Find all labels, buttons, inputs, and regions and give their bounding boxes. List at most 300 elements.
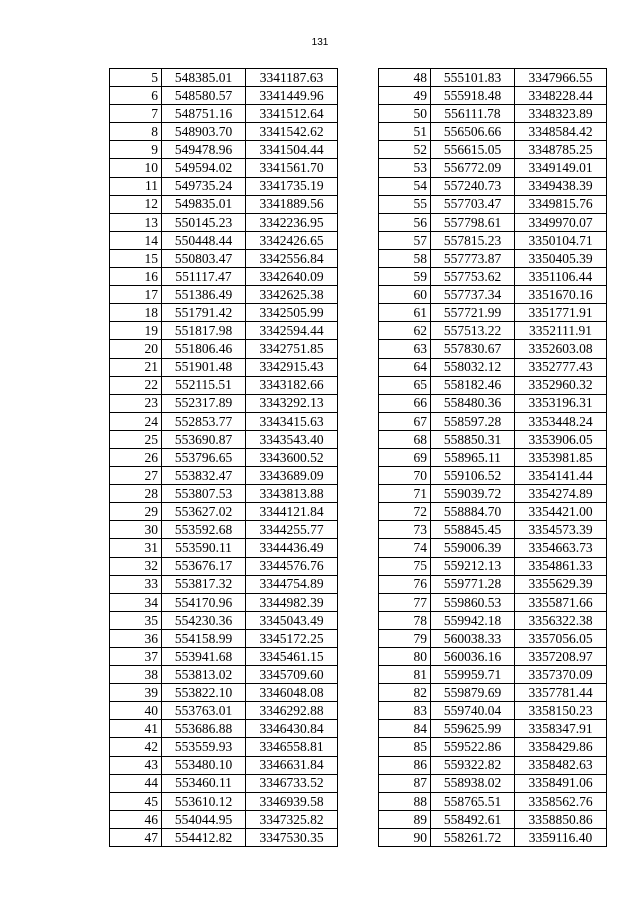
point-number-cell: 76: [379, 575, 431, 593]
x-coordinate-cell: 559625.99: [431, 720, 515, 738]
y-coordinate-cell: 3355629.39: [515, 575, 607, 593]
y-coordinate-cell: 3358850.86: [515, 810, 607, 828]
table-row: [379, 648, 607, 666]
y-coordinate-cell: 3352111.91: [515, 322, 607, 340]
point-number-cell: 54: [379, 177, 431, 195]
y-coordinate-cell: 3342594.44: [246, 322, 338, 340]
table-row: [110, 828, 338, 846]
table-row: [110, 539, 338, 557]
y-coordinate-cell: 3343600.52: [246, 448, 338, 466]
table-row: [110, 738, 338, 756]
x-coordinate-cell: 558597.28: [431, 412, 515, 430]
y-coordinate-cell: 3354663.73: [515, 539, 607, 557]
y-coordinate-cell: 3353981.85: [515, 448, 607, 466]
table-row: [379, 828, 607, 846]
x-coordinate-cell: 553817.32: [162, 575, 246, 593]
point-number-cell: 45: [110, 792, 162, 810]
point-number-cell: 30: [110, 521, 162, 539]
x-coordinate-cell: 553676.17: [162, 557, 246, 575]
y-coordinate-cell: 3346558.81: [246, 738, 338, 756]
point-number-cell: 80: [379, 648, 431, 666]
y-coordinate-cell: 3351670.16: [515, 286, 607, 304]
point-number-cell: 55: [379, 195, 431, 213]
x-coordinate-cell: 556772.09: [431, 159, 515, 177]
coordinates-table-right: [378, 68, 607, 847]
y-coordinate-cell: 3342625.38: [246, 286, 338, 304]
point-number-cell: 28: [110, 485, 162, 503]
point-number-cell: 71: [379, 485, 431, 503]
point-number-cell: 48: [379, 69, 431, 87]
table-row: [110, 123, 338, 141]
point-number-cell: 19: [110, 322, 162, 340]
table-row: [379, 87, 607, 105]
y-coordinate-cell: 3355871.66: [515, 593, 607, 611]
table-row: [379, 539, 607, 557]
y-coordinate-cell: 3357781.44: [515, 684, 607, 702]
x-coordinate-cell: 549835.01: [162, 195, 246, 213]
table-row: [110, 340, 338, 358]
y-coordinate-cell: 3351106.44: [515, 268, 607, 286]
point-number-cell: 59: [379, 268, 431, 286]
x-coordinate-cell: 559322.82: [431, 756, 515, 774]
point-number-cell: 82: [379, 684, 431, 702]
x-coordinate-cell: 558938.02: [431, 774, 515, 792]
y-coordinate-cell: 3342236.95: [246, 213, 338, 231]
table-row: [110, 87, 338, 105]
table-row: [110, 611, 338, 629]
point-number-cell: 65: [379, 376, 431, 394]
x-coordinate-cell: 559860.53: [431, 593, 515, 611]
y-coordinate-cell: 3357056.05: [515, 629, 607, 647]
y-coordinate-cell: 3344436.49: [246, 539, 338, 557]
y-coordinate-cell: 3348584.42: [515, 123, 607, 141]
y-coordinate-cell: 3353448.24: [515, 412, 607, 430]
x-coordinate-cell: 548751.16: [162, 105, 246, 123]
table-row: [379, 467, 607, 485]
x-coordinate-cell: 554230.36: [162, 611, 246, 629]
x-coordinate-cell: 558845.45: [431, 521, 515, 539]
point-number-cell: 68: [379, 430, 431, 448]
x-coordinate-cell: 557737.34: [431, 286, 515, 304]
y-coordinate-cell: 3344121.84: [246, 503, 338, 521]
y-coordinate-cell: 3341889.56: [246, 195, 338, 213]
point-number-cell: 33: [110, 575, 162, 593]
y-coordinate-cell: 3353906.05: [515, 430, 607, 448]
x-coordinate-cell: 552317.89: [162, 394, 246, 412]
table-row: [110, 810, 338, 828]
table-row: [110, 467, 338, 485]
x-coordinate-cell: 554158.99: [162, 629, 246, 647]
x-coordinate-cell: 553592.68: [162, 521, 246, 539]
point-number-cell: 75: [379, 557, 431, 575]
y-coordinate-cell: 3342426.65: [246, 231, 338, 249]
x-coordinate-cell: 553480.10: [162, 756, 246, 774]
point-number-cell: 46: [110, 810, 162, 828]
table-row: [379, 684, 607, 702]
x-coordinate-cell: 557703.47: [431, 195, 515, 213]
y-coordinate-cell: 3358482.63: [515, 756, 607, 774]
x-coordinate-cell: 552115.51: [162, 376, 246, 394]
table-row: [379, 810, 607, 828]
point-number-cell: 62: [379, 322, 431, 340]
y-coordinate-cell: 3354141.44: [515, 467, 607, 485]
table-row: [379, 159, 607, 177]
y-coordinate-cell: 3344255.77: [246, 521, 338, 539]
table-row: [379, 792, 607, 810]
point-number-cell: 36: [110, 629, 162, 647]
table-row: [110, 485, 338, 503]
y-coordinate-cell: 3348785.25: [515, 141, 607, 159]
x-coordinate-cell: 551901.48: [162, 358, 246, 376]
x-coordinate-cell: 558850.31: [431, 430, 515, 448]
table-row: [379, 358, 607, 376]
point-number-cell: 86: [379, 756, 431, 774]
x-coordinate-cell: 557753.62: [431, 268, 515, 286]
page-number: 131: [311, 37, 329, 48]
x-coordinate-cell: 553796.65: [162, 448, 246, 466]
point-number-cell: 64: [379, 358, 431, 376]
table-row: [379, 141, 607, 159]
table-row: [110, 774, 338, 792]
point-number-cell: 18: [110, 304, 162, 322]
table-row: [110, 394, 338, 412]
x-coordinate-cell: 560038.33: [431, 629, 515, 647]
point-number-cell: 26: [110, 448, 162, 466]
x-coordinate-cell: 554412.82: [162, 828, 246, 846]
table-row: [110, 503, 338, 521]
table-row: [379, 286, 607, 304]
y-coordinate-cell: 3343813.88: [246, 485, 338, 503]
y-coordinate-cell: 3345172.25: [246, 629, 338, 647]
table-row: [379, 720, 607, 738]
x-coordinate-cell: 558480.36: [431, 394, 515, 412]
y-coordinate-cell: 3341449.96: [246, 87, 338, 105]
x-coordinate-cell: 555918.48: [431, 87, 515, 105]
table-row: [379, 430, 607, 448]
y-coordinate-cell: 3357208.97: [515, 648, 607, 666]
y-coordinate-cell: 3350405.39: [515, 249, 607, 267]
x-coordinate-cell: 550145.23: [162, 213, 246, 231]
table-row: [379, 268, 607, 286]
y-coordinate-cell: 3341542.62: [246, 123, 338, 141]
point-number-cell: 5: [110, 69, 162, 87]
point-number-cell: 77: [379, 593, 431, 611]
point-number-cell: 13: [110, 213, 162, 231]
table-row: [379, 756, 607, 774]
point-number-cell: 83: [379, 702, 431, 720]
point-number-cell: 10: [110, 159, 162, 177]
table-row: [379, 213, 607, 231]
x-coordinate-cell: 559212.13: [431, 557, 515, 575]
x-coordinate-cell: 549735.24: [162, 177, 246, 195]
y-coordinate-cell: 3345709.60: [246, 666, 338, 684]
y-coordinate-cell: 3346939.58: [246, 792, 338, 810]
y-coordinate-cell: 3349149.01: [515, 159, 607, 177]
x-coordinate-cell: 557773.87: [431, 249, 515, 267]
point-number-cell: 6: [110, 87, 162, 105]
y-coordinate-cell: 3352777.43: [515, 358, 607, 376]
point-number-cell: 47: [110, 828, 162, 846]
point-number-cell: 25: [110, 430, 162, 448]
x-coordinate-cell: 559879.69: [431, 684, 515, 702]
y-coordinate-cell: 3342556.84: [246, 249, 338, 267]
x-coordinate-cell: 553822.10: [162, 684, 246, 702]
table-row: [110, 231, 338, 249]
x-coordinate-cell: 558765.51: [431, 792, 515, 810]
table-row: [110, 69, 338, 87]
x-coordinate-cell: 559942.18: [431, 611, 515, 629]
point-number-cell: 41: [110, 720, 162, 738]
y-coordinate-cell: 3348228.44: [515, 87, 607, 105]
point-number-cell: 85: [379, 738, 431, 756]
x-coordinate-cell: 551806.46: [162, 340, 246, 358]
x-coordinate-cell: 549594.02: [162, 159, 246, 177]
x-coordinate-cell: 556111.78: [431, 105, 515, 123]
table-row: [110, 684, 338, 702]
x-coordinate-cell: 553832.47: [162, 467, 246, 485]
x-coordinate-cell: 553690.87: [162, 430, 246, 448]
x-coordinate-cell: 554170.96: [162, 593, 246, 611]
table-row: [110, 448, 338, 466]
y-coordinate-cell: 3342915.43: [246, 358, 338, 376]
x-coordinate-cell: 559006.39: [431, 539, 515, 557]
y-coordinate-cell: 3348323.89: [515, 105, 607, 123]
y-coordinate-cell: 3343543.40: [246, 430, 338, 448]
point-number-cell: 49: [379, 87, 431, 105]
y-coordinate-cell: 3341504.44: [246, 141, 338, 159]
point-number-cell: 84: [379, 720, 431, 738]
y-coordinate-cell: 3341735.19: [246, 177, 338, 195]
point-number-cell: 43: [110, 756, 162, 774]
x-coordinate-cell: 553627.02: [162, 503, 246, 521]
x-coordinate-cell: 559106.52: [431, 467, 515, 485]
y-coordinate-cell: 3347325.82: [246, 810, 338, 828]
point-number-cell: 69: [379, 448, 431, 466]
point-number-cell: 63: [379, 340, 431, 358]
table-row: [110, 304, 338, 322]
x-coordinate-cell: 554044.95: [162, 810, 246, 828]
point-number-cell: 67: [379, 412, 431, 430]
point-number-cell: 31: [110, 539, 162, 557]
y-coordinate-cell: 3345461.15: [246, 648, 338, 666]
y-coordinate-cell: 3357370.09: [515, 666, 607, 684]
y-coordinate-cell: 3358562.76: [515, 792, 607, 810]
table-row: [110, 756, 338, 774]
y-coordinate-cell: 3344982.39: [246, 593, 338, 611]
table-row: [110, 268, 338, 286]
point-number-cell: 90: [379, 828, 431, 846]
table-row: [110, 629, 338, 647]
y-coordinate-cell: 3354421.00: [515, 503, 607, 521]
table-row: [110, 322, 338, 340]
x-coordinate-cell: 559771.28: [431, 575, 515, 593]
x-coordinate-cell: 557815.23: [431, 231, 515, 249]
y-coordinate-cell: 3346048.08: [246, 684, 338, 702]
table-row: [379, 611, 607, 629]
x-coordinate-cell: 556615.05: [431, 141, 515, 159]
y-coordinate-cell: 3346292.88: [246, 702, 338, 720]
point-number-cell: 50: [379, 105, 431, 123]
table-row: [110, 249, 338, 267]
point-number-cell: 53: [379, 159, 431, 177]
x-coordinate-cell: 558032.12: [431, 358, 515, 376]
table-row: [110, 412, 338, 430]
table-row: [379, 105, 607, 123]
x-coordinate-cell: 557513.22: [431, 322, 515, 340]
table-row: [110, 521, 338, 539]
table-row: [379, 448, 607, 466]
point-number-cell: 70: [379, 467, 431, 485]
table-row: [379, 629, 607, 647]
point-number-cell: 42: [110, 738, 162, 756]
table-row: [110, 648, 338, 666]
x-coordinate-cell: 553610.12: [162, 792, 246, 810]
point-number-cell: 52: [379, 141, 431, 159]
y-coordinate-cell: 3358491.06: [515, 774, 607, 792]
point-number-cell: 27: [110, 467, 162, 485]
x-coordinate-cell: 551791.42: [162, 304, 246, 322]
point-number-cell: 22: [110, 376, 162, 394]
x-coordinate-cell: 555101.83: [431, 69, 515, 87]
x-coordinate-cell: 553813.02: [162, 666, 246, 684]
y-coordinate-cell: 3358150.23: [515, 702, 607, 720]
x-coordinate-cell: 557798.61: [431, 213, 515, 231]
y-coordinate-cell: 3349970.07: [515, 213, 607, 231]
table-row: [379, 376, 607, 394]
table-row: [379, 521, 607, 539]
x-coordinate-cell: 553941.68: [162, 648, 246, 666]
table-row: [379, 774, 607, 792]
y-coordinate-cell: 3346733.52: [246, 774, 338, 792]
y-coordinate-cell: 3350104.71: [515, 231, 607, 249]
table-row: [379, 575, 607, 593]
x-coordinate-cell: 556506.66: [431, 123, 515, 141]
table-row: [379, 177, 607, 195]
table-row: [110, 720, 338, 738]
point-number-cell: 51: [379, 123, 431, 141]
table-row: [379, 304, 607, 322]
table-row: [379, 322, 607, 340]
y-coordinate-cell: 3353196.31: [515, 394, 607, 412]
y-coordinate-cell: 3341561.70: [246, 159, 338, 177]
table-row: [379, 593, 607, 611]
y-coordinate-cell: 3343292.13: [246, 394, 338, 412]
table-row: [379, 503, 607, 521]
x-coordinate-cell: 551386.49: [162, 286, 246, 304]
x-coordinate-cell: 559039.72: [431, 485, 515, 503]
table-row: [110, 159, 338, 177]
y-coordinate-cell: 3351771.91: [515, 304, 607, 322]
y-coordinate-cell: 3342751.85: [246, 340, 338, 358]
table-row: [110, 286, 338, 304]
y-coordinate-cell: 3354573.39: [515, 521, 607, 539]
x-coordinate-cell: 558965.11: [431, 448, 515, 466]
table-row: [110, 666, 338, 684]
table-row: [379, 394, 607, 412]
x-coordinate-cell: 548385.01: [162, 69, 246, 87]
y-coordinate-cell: 3342505.99: [246, 304, 338, 322]
table-row: [110, 358, 338, 376]
table-row: [379, 412, 607, 430]
y-coordinate-cell: 3346631.84: [246, 756, 338, 774]
point-number-cell: 21: [110, 358, 162, 376]
x-coordinate-cell: 553559.93: [162, 738, 246, 756]
table-row: [379, 195, 607, 213]
y-coordinate-cell: 3354861.33: [515, 557, 607, 575]
y-coordinate-cell: 3343182.66: [246, 376, 338, 394]
x-coordinate-cell: 548903.70: [162, 123, 246, 141]
point-number-cell: 20: [110, 340, 162, 358]
point-number-cell: 87: [379, 774, 431, 792]
point-number-cell: 40: [110, 702, 162, 720]
point-number-cell: 24: [110, 412, 162, 430]
point-number-cell: 60: [379, 286, 431, 304]
x-coordinate-cell: 557830.67: [431, 340, 515, 358]
y-coordinate-cell: 3346430.84: [246, 720, 338, 738]
y-coordinate-cell: 3341512.64: [246, 105, 338, 123]
x-coordinate-cell: 558884.70: [431, 503, 515, 521]
table-row: [110, 593, 338, 611]
table-row: [110, 195, 338, 213]
table-row: [379, 340, 607, 358]
point-number-cell: 44: [110, 774, 162, 792]
y-coordinate-cell: 3341187.63: [246, 69, 338, 87]
point-number-cell: 81: [379, 666, 431, 684]
point-number-cell: 89: [379, 810, 431, 828]
x-coordinate-cell: 553686.88: [162, 720, 246, 738]
table-row: [110, 177, 338, 195]
table-row: [379, 485, 607, 503]
y-coordinate-cell: 3344754.89: [246, 575, 338, 593]
y-coordinate-cell: 3342640.09: [246, 268, 338, 286]
point-number-cell: 35: [110, 611, 162, 629]
y-coordinate-cell: 3343689.09: [246, 467, 338, 485]
table-row: [379, 702, 607, 720]
point-number-cell: 23: [110, 394, 162, 412]
y-coordinate-cell: 3358429.86: [515, 738, 607, 756]
x-coordinate-cell: 551117.47: [162, 268, 246, 286]
point-number-cell: 58: [379, 249, 431, 267]
x-coordinate-cell: 552853.77: [162, 412, 246, 430]
y-coordinate-cell: 3349438.39: [515, 177, 607, 195]
point-number-cell: 7: [110, 105, 162, 123]
table-row: [379, 231, 607, 249]
x-coordinate-cell: 559959.71: [431, 666, 515, 684]
point-number-cell: 12: [110, 195, 162, 213]
point-number-cell: 73: [379, 521, 431, 539]
point-number-cell: 8: [110, 123, 162, 141]
x-coordinate-cell: 557240.73: [431, 177, 515, 195]
point-number-cell: 57: [379, 231, 431, 249]
table-row: [110, 575, 338, 593]
y-coordinate-cell: 3359116.40: [515, 828, 607, 846]
x-coordinate-cell: 550803.47: [162, 249, 246, 267]
point-number-cell: 15: [110, 249, 162, 267]
point-number-cell: 38: [110, 666, 162, 684]
point-number-cell: 61: [379, 304, 431, 322]
x-coordinate-cell: 558261.72: [431, 828, 515, 846]
point-number-cell: 66: [379, 394, 431, 412]
point-number-cell: 34: [110, 593, 162, 611]
point-number-cell: 29: [110, 503, 162, 521]
table-row: [110, 141, 338, 159]
y-coordinate-cell: 3352960.32: [515, 376, 607, 394]
table-row: [379, 249, 607, 267]
y-coordinate-cell: 3343415.63: [246, 412, 338, 430]
point-number-cell: 74: [379, 539, 431, 557]
table-row: [379, 123, 607, 141]
y-coordinate-cell: 3356322.38: [515, 611, 607, 629]
